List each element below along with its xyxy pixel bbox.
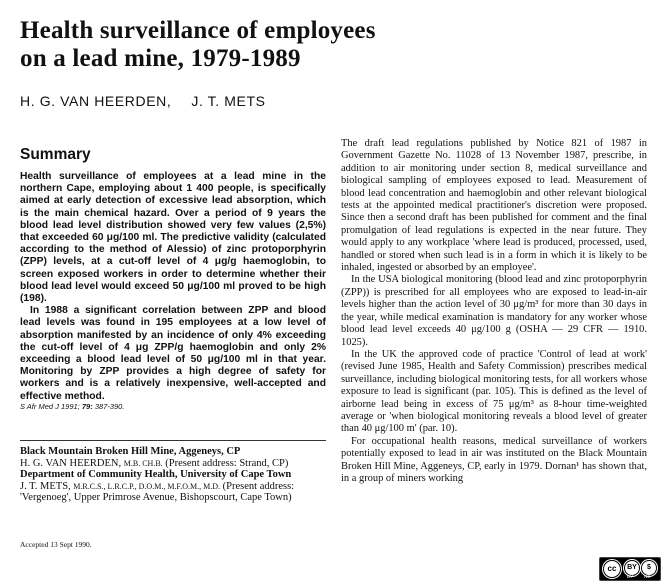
creative-commons-license-badge[interactable] xyxy=(599,557,661,581)
affiliation-author-1-name: H. G. VAN HEERDEN, xyxy=(20,457,122,469)
body-paragraph-3: In the UK the approved code of practice 'Control of lead at work' (revised June 1985, Health and Safety Commission) prescribes medical surveillance, including biological monitoring tests, for all workers whose exposure to lead is significant (par. 105). This is defined as the level of airborne lead being in excess of 75 μg/m³ as 8-hour time-weighted average or 'when biological monitoring reveals a blood level of greater than 40 μg/100 m' (par. 10). xyxy=(341,348,647,435)
article-title-line-1: Health surveillance of employees xyxy=(20,17,376,44)
affiliation-author-1-address: (Present address: Strand, CP) xyxy=(165,457,289,469)
body-paragraph-2: In the USA biological monitoring (blood lead and zinc protoporphyrin (ZPP)) is prescribed for all employees who are exposed to lead-in-air levels higher than the action level of 30 μg/m³ for more than 30 days in the year, while medical examination is mandatory for any worker whose blood lead level exceeds 40 μg/100 g (OSHA — 29 CFR — 1910. 1025). xyxy=(341,274,647,348)
article-title-line-2: on a lead mine, 1979-1989 xyxy=(20,45,301,72)
affiliations-divider xyxy=(20,440,326,441)
affiliation-author-2 xyxy=(20,481,326,504)
author-1: H. G. VAN HEERDEN, xyxy=(20,93,172,109)
journal-citation xyxy=(20,402,124,411)
affiliation-author-2-address: (Present address: 'Vergenoeg', Upper Primrose Avenue, Bishopscourt, Cape Town) xyxy=(20,480,295,504)
article-title xyxy=(20,17,440,73)
noncommercial-icon: $ xyxy=(641,560,657,576)
affiliation-institution-2: Department of Community Health, University of Cape Town xyxy=(20,469,292,481)
badge-caption-nc: NC xyxy=(644,574,651,579)
summary-paragraph-2: In 1988 a significant correlation between ZPP and blood lead levels was found in 195 employees at a low level of absorption manifested by an incidence of only 4% exceeding the cut-off level of 4 μg ZPP/g haemoglobin and only 2% exceeding a blood lead level of 50 μg/100 ml in that year. Monitoring by ZPP provides a high degree of safety for workers and is a relatively inexpensive, well-accepted and effective method. xyxy=(20,305,326,402)
affiliation-author-1-degrees: M.B. CH.B. xyxy=(123,458,163,468)
citation-volume: 79: xyxy=(81,402,93,411)
author-byline xyxy=(20,93,266,109)
attribution-icon: BY xyxy=(624,560,640,576)
author-2: J. T. METS xyxy=(191,93,266,109)
badge-caption-by: BY xyxy=(627,574,634,579)
body-paragraph-4: For occupational health reasons, medical surveillance of workers potentially exposed to lead in air was instituted on the Black Mountain Broken Hill Mine, Aggeneys, CP, early in 1979. Dornan¹ has shown that, in a group of miners working xyxy=(341,435,647,484)
affiliation-author-2-degrees: M.R.C.S., L.R.C.P., D.O.M., M.F.O.M., M.D. xyxy=(73,481,221,491)
affiliation-institution-1: Black Mountain Broken Hill Mine, Aggeneys, CP xyxy=(20,446,241,457)
author-affiliations xyxy=(20,446,326,504)
accepted-date: Accepted 13 Sept 1990. xyxy=(20,540,92,549)
affiliation-author-1 xyxy=(20,458,326,470)
affiliation-author-2-name: J. T. METS, xyxy=(20,480,71,492)
summary-heading: Summary xyxy=(20,146,91,163)
citation-pages: 387-390. xyxy=(94,402,125,411)
citation-journal: S Afr Med J xyxy=(20,402,59,411)
body-paragraph-1: The draft lead regulations published by Notice 821 of 1987 in Government Gazette No. 11028 of 13 November 1987, prescribe, in addition to air monitoring under section 8, medical surveillance and biological sampling of employees exposed to lead. Measurement of blood lead concentration and haemoglobin and other relevant biological tests at the appointed medical practitioner's discretion were proposed. Since then a second draft has been published for comment and the final promulgation of lead regulations is expected in the near future. They would apply to any workplace 'where lead is produced, processed, used, handled or stored when such lead is in a form in which it is likely to be inhaled, ingested or absorbed by an employee'. xyxy=(341,138,647,274)
cc-icon: cc xyxy=(603,560,621,578)
article-body xyxy=(341,138,647,485)
summary-abstract xyxy=(20,171,326,403)
citation-year: 1991; xyxy=(61,402,80,411)
summary-paragraph-1: Health surveillance of employees at a lead mine in the northern Cape, employing about 1 400 people, is specifically aimed at early detection of excessive lead absorption, which is the main chemical hazard. Over a period of 9 years the blood lead level distribution showed very few values (2,5%) that exceeded 60 μg/100 ml. The predictive validity (calculated according to the method of Alessio) of zinc protoporphyrin (ZPP) levels, at a cut-off level of 4 μg/g haemoglobin, to screen exposed workers in order to determine whether their blood lead level would exceed 50 μg/100 ml proved to be high (198). xyxy=(20,171,326,305)
